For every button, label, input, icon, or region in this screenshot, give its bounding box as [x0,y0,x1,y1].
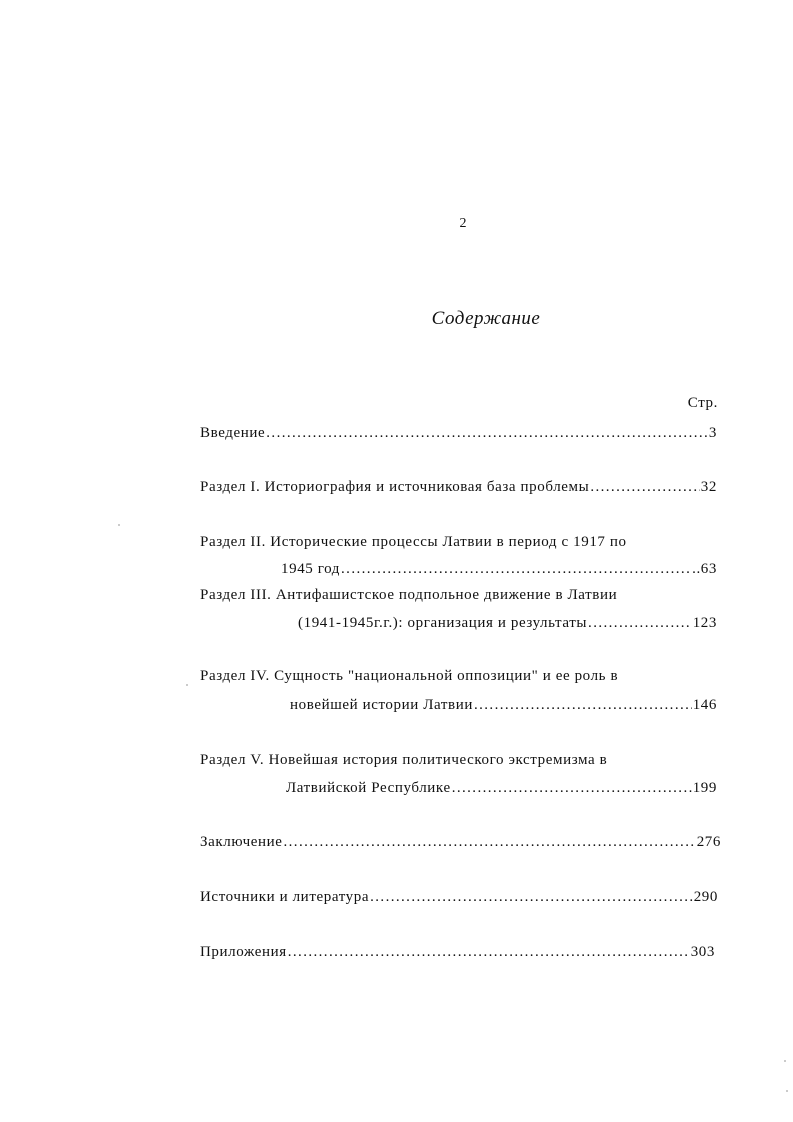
toc-entry-page: 123 [692,615,717,631]
toc-entry-section-1 [200,479,717,496]
toc-entry-label: Приложения [200,944,287,960]
toc-title: Содержание [431,308,541,329]
toc-entry-section-3 [298,615,717,632]
toc-entry-label: Источники и литература [200,889,370,905]
dot-leader [590,479,699,496]
dot-leader [588,615,692,632]
dot-leader [284,834,696,851]
dot-leader [288,944,690,961]
toc-entry-appendices [200,944,715,961]
scan-speck [186,684,188,686]
toc-entry-page: 32 [700,479,717,495]
toc-entry-section-2 [281,561,717,578]
toc-entry-page: 146 [692,697,717,713]
toc-entry-page: 3 [708,425,717,441]
toc-entry-label: новейшей истории Латвии [290,697,473,713]
dot-leader [452,780,692,797]
toc-entry-label: Введение [200,425,266,441]
dot-leader [341,561,691,578]
toc-entry-label: Раздел I. Историография и источниковая база проблемы [200,479,590,495]
toc-entry-label: (1941-1945г.г.): организация и результаты [298,615,588,631]
toc-entry-section-3-title: Раздел III. Антифашистское подпольное движение в Латвии [200,587,618,603]
toc-entry-label: Латвийской Республике [286,780,451,796]
scan-speck [784,1060,786,1062]
toc-entry-section-4 [290,697,717,714]
toc-entry-conclusion [200,834,721,851]
toc-entry-page: 199 [692,780,717,796]
toc-entry-sources [200,889,718,906]
dot-leader [474,697,692,714]
toc-entry-label: 1945 год [281,561,341,577]
toc-entry-page: 276 [696,834,721,850]
toc-entry-introduction [200,425,717,442]
scan-speck [118,524,120,526]
toc-entry-section-5 [286,780,717,797]
toc-entry-section-5-title: Раздел V. Новейшая история политического экстремизма в [200,752,608,768]
toc-entry-page: ..63 [692,561,717,577]
toc-entry-page: 290 [693,889,718,905]
page-column-header: Стр. [687,395,718,411]
scan-speck [786,1090,788,1092]
dot-leader [370,889,693,906]
toc-entry-page: 303 [690,944,715,960]
page-number: 2 [459,216,467,231]
toc-entry-section-2-title: Раздел II. Исторические процессы Латвии в период с 1917 по [200,534,627,550]
toc-entry-label: Заключение [200,834,283,850]
dot-leader [266,425,708,442]
toc-entry-section-4-title: Раздел IV. Сущность "национальной оппозиции" и ее роль в [200,668,619,684]
